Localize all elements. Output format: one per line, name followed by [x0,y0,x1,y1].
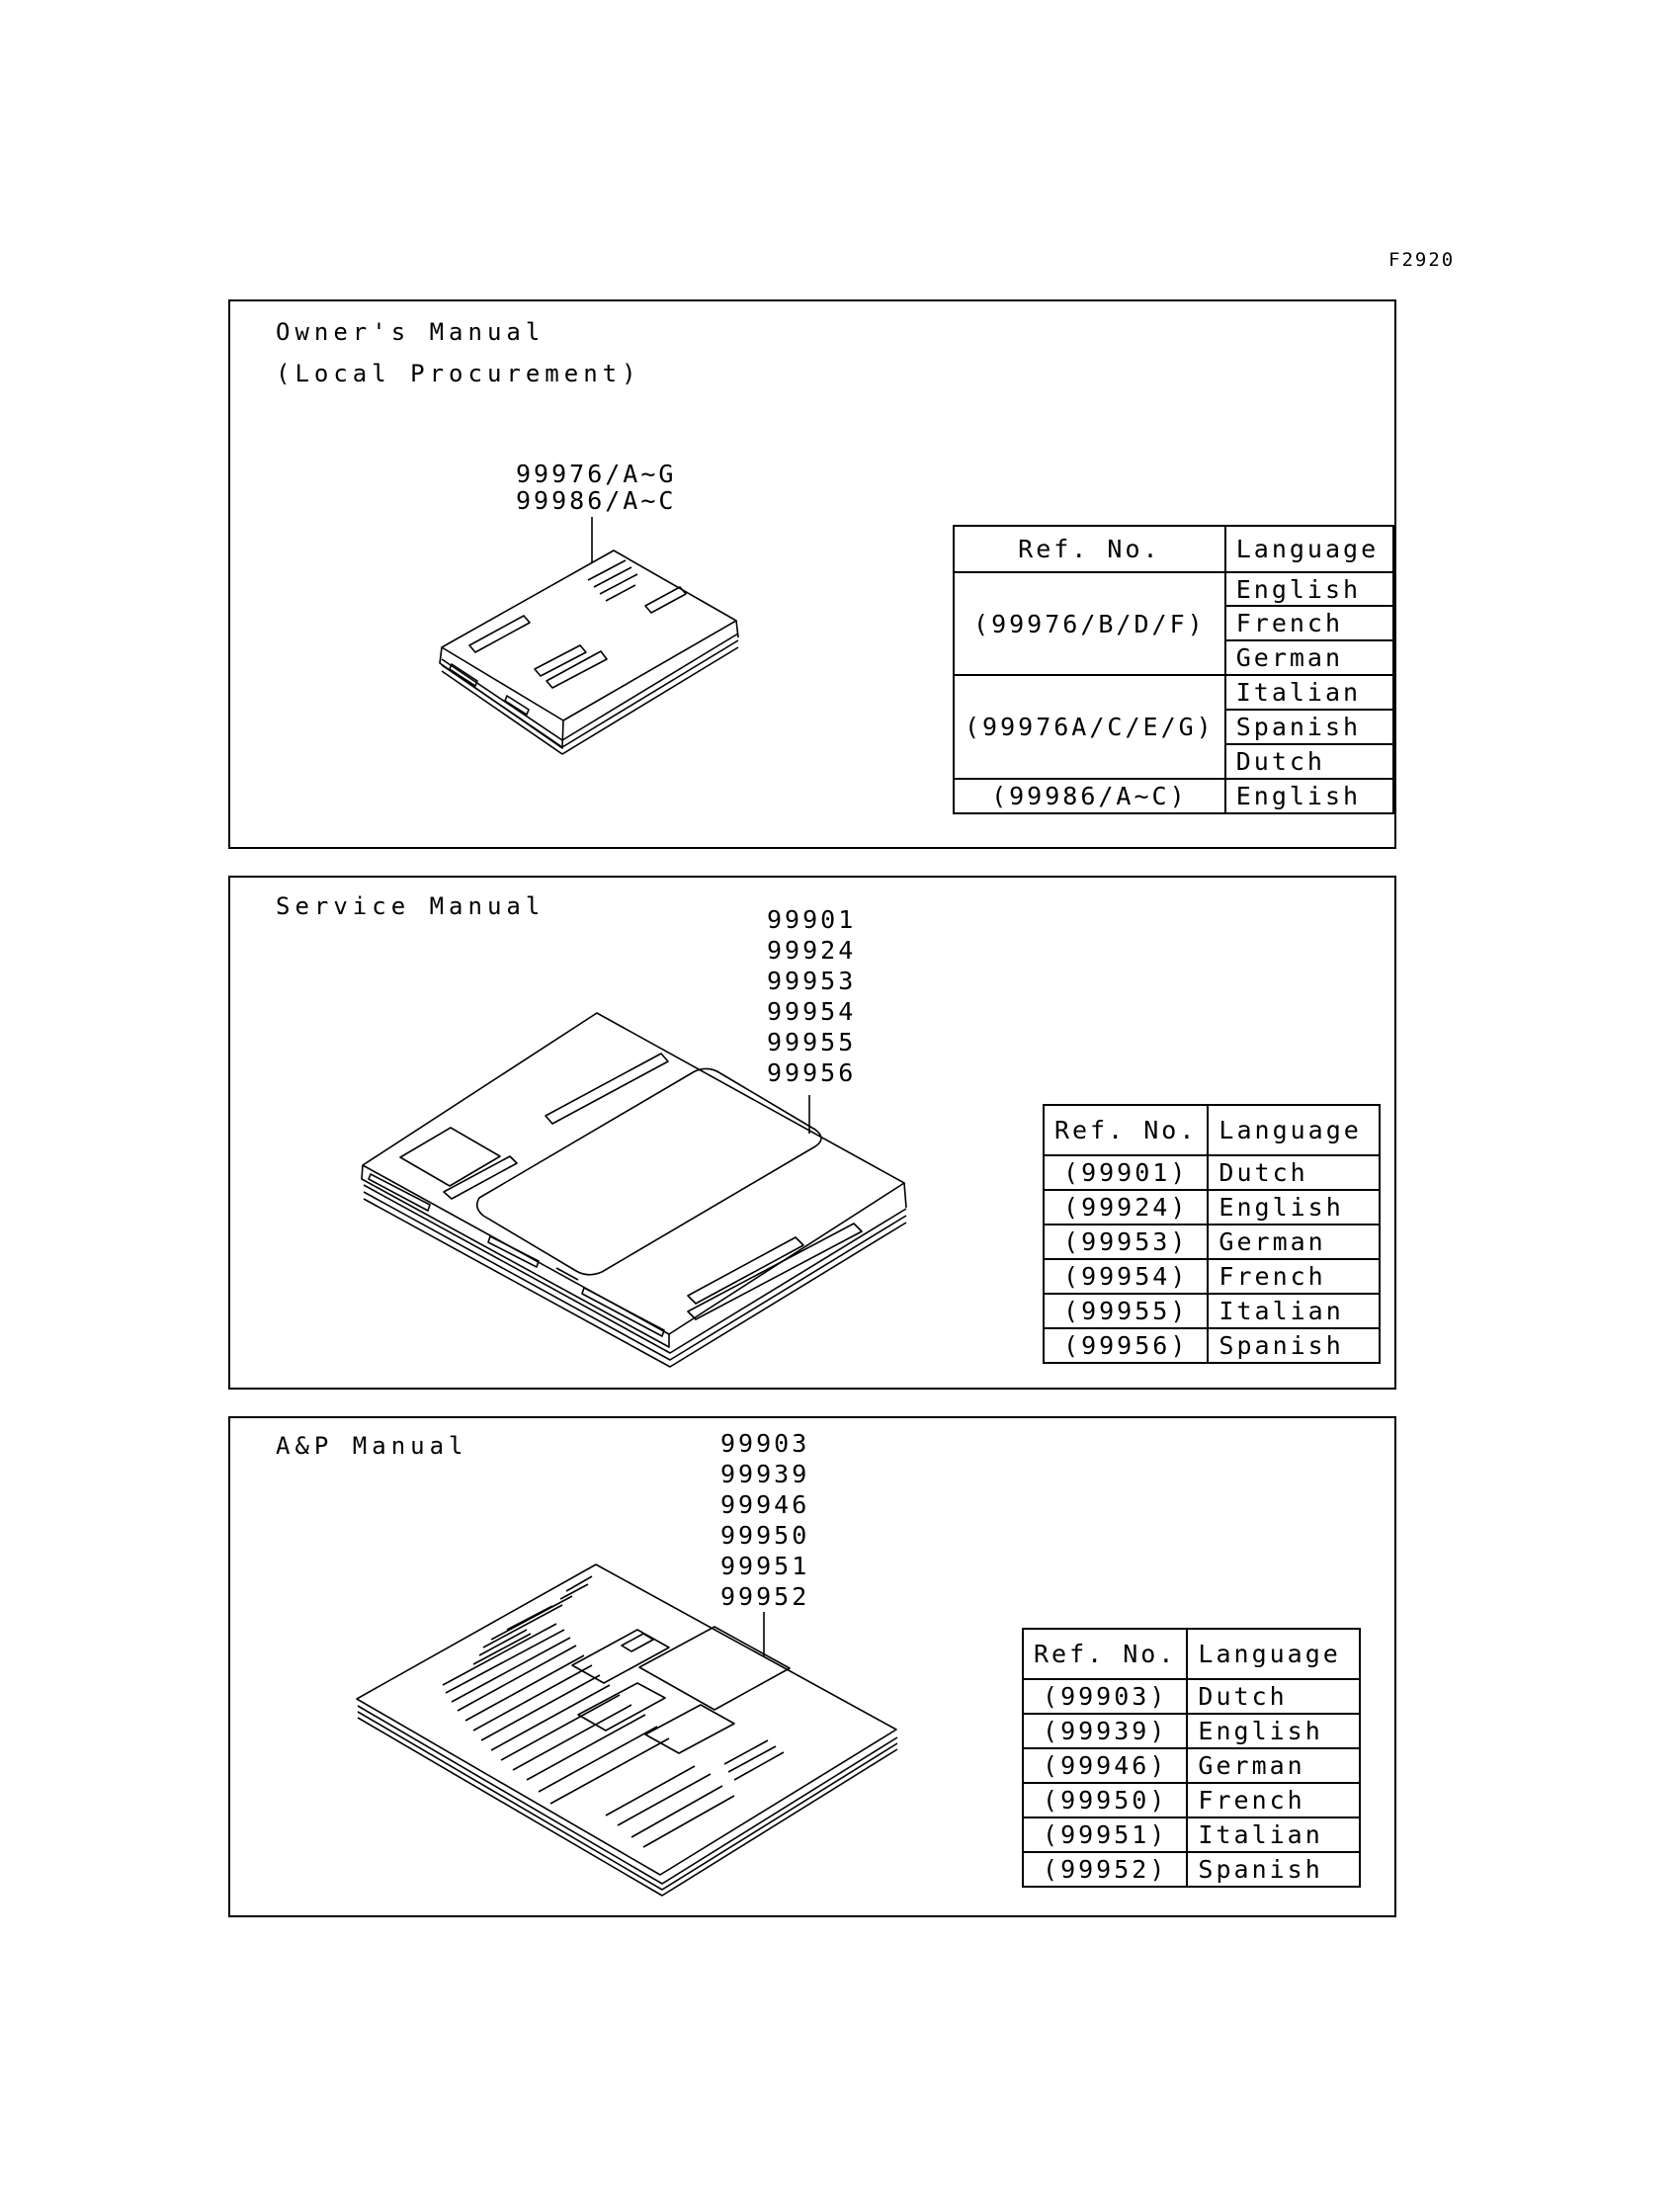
language-cell: English [1225,572,1393,606]
language-cell: French [1187,1783,1360,1817]
language-cell: French [1208,1259,1380,1294]
language-cell: Italian [1187,1817,1360,1852]
part-ref: 99976/A~G [516,460,677,488]
part-ref: 99951 [720,1552,810,1580]
part-ref: 99952 [720,1582,810,1611]
ref-cell: (99986/A~C) [954,779,1225,813]
language-cell: Dutch [1225,744,1393,779]
header-ref-no: Ref. No. [954,526,1225,572]
service-manual-ref-table [1043,1104,1381,1364]
ref-cell: (99955) [1044,1294,1208,1328]
ref-cell: (99924) [1044,1190,1208,1225]
ref-cell: (99976A/C/E/G) [954,675,1225,779]
header-language: Language [1208,1105,1380,1155]
ap-manual-ref-table [1022,1628,1361,1888]
manual-cover [363,1013,904,1334]
header-ref-no: Ref. No. [1023,1629,1187,1679]
language-cell: German [1187,1748,1360,1783]
part-ref: 99953 [767,967,857,995]
language-cell: English [1225,779,1393,813]
part-ref: 99901 [767,905,857,934]
language-cell: Italian [1225,675,1393,710]
part-ref: 99946 [720,1490,810,1519]
part-ref: 99954 [767,997,857,1026]
ref-cell: (99953) [1044,1225,1208,1259]
owners-manual-subtitle: (Local Procurement) [276,360,641,387]
language-cell: Spanish [1208,1328,1380,1363]
language-cell: Dutch [1208,1155,1380,1190]
ref-cell: (99951) [1023,1817,1187,1852]
ref-cell: (99946) [1023,1748,1187,1783]
language-cell: German [1208,1225,1380,1259]
language-cell: Dutch [1187,1679,1360,1714]
ref-cell: (99954) [1044,1259,1208,1294]
language-cell: Italian [1208,1294,1380,1328]
ap-manual-panel [228,1416,1396,1917]
header-ref-no: Ref. No. [1044,1105,1208,1155]
part-ref: 99950 [720,1521,810,1550]
header-language: Language [1187,1629,1360,1679]
owners-manual-panel [228,299,1396,849]
ref-cell: (99901) [1044,1155,1208,1190]
ref-cell: (99950) [1023,1783,1187,1817]
service-manual-panel [228,876,1396,1390]
ref-cell: (99976/B/D/F) [954,572,1225,675]
owners-manual-ref-table [953,525,1394,814]
ref-cell: (99952) [1023,1852,1187,1887]
service-manual-title: Service Manual [276,892,546,920]
language-cell: English [1208,1190,1380,1225]
text-lines [443,1576,784,1847]
owners-manual-title: Owner's Manual [276,318,546,346]
part-ref: 99903 [720,1429,810,1458]
part-ref: 99939 [720,1460,810,1488]
language-cell: Spanish [1225,710,1393,744]
part-ref: 99955 [767,1028,857,1056]
header-language: Language [1225,526,1393,572]
ref-cell: (99939) [1023,1714,1187,1748]
language-cell: French [1225,606,1393,640]
ref-cell: (99956) [1044,1328,1208,1363]
part-ref: 99956 [767,1058,857,1087]
figure-code: F2920 [1388,249,1456,271]
ap-manual-title: A&P Manual [276,1432,468,1460]
part-ref: 99986/A~C [516,486,677,515]
language-cell: Spanish [1187,1852,1360,1887]
ref-cell: (99903) [1023,1679,1187,1714]
language-cell: German [1225,640,1393,675]
language-cell: English [1187,1714,1360,1748]
part-ref: 99924 [767,936,857,965]
